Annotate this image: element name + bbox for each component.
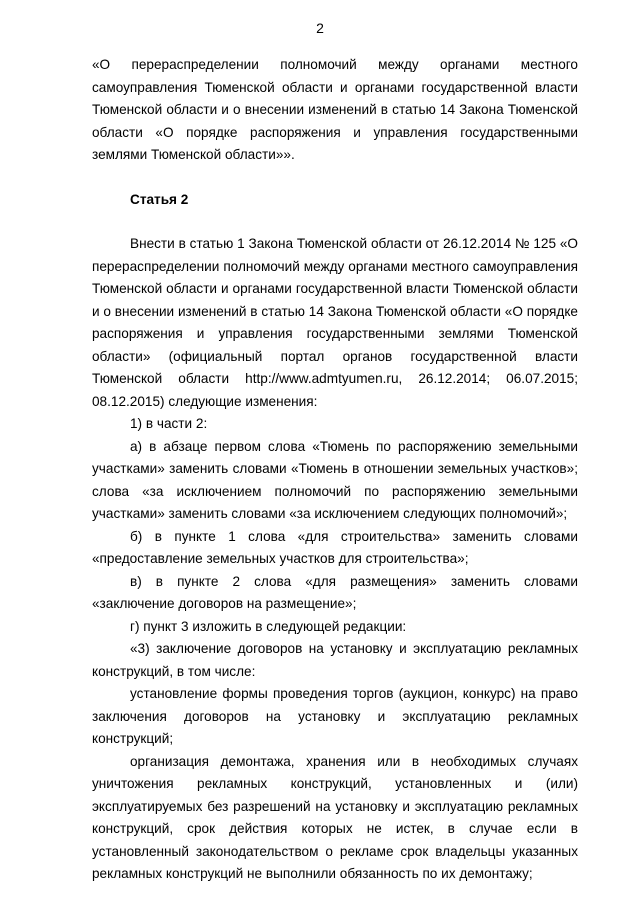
paragraph-item-3-new: «3) заключение договоров на установку и эксплуатацию рекламных конструкций, в том числе: xyxy=(92,641,578,679)
paragraph-item-1: 1) в части 2: xyxy=(130,416,208,431)
paragraph-law-title-continuation: «О перераспределении полномочий между органами местного самоуправления Тюменской области и органами государственной власти Тюменской области и о внесении изменений в статью 14 Закона Тюменской области «О порядке распоряжения и управления государственными землями Тюменской области»». xyxy=(92,57,578,162)
paragraph-spacer xyxy=(92,211,578,233)
page-number: 2 xyxy=(316,20,324,36)
paragraph-auction-form: установление формы проведения торгов (аукцион, конкурс) на право заключения договоров на установку и эксплуатацию рекламных конструкций; xyxy=(92,686,578,746)
paragraph-spacer xyxy=(92,167,578,189)
document-body xyxy=(92,54,578,886)
article-heading: Статья 2 xyxy=(130,191,189,207)
paragraph-dismantling: организация демонтажа, хранения или в необходимых случаях уничтожения рекламных конструкций, установленных и (или) эксплуатируемых без разрешений на установку и эксплуатацию рекламных конструкций, срок действия которых не истек, в случае если в установленный законодательством о рекламе срок владельцы указанных рекламных конструкций не выполнили обязанность по их демонтажу; xyxy=(92,753,578,881)
paragraph-item-a: а) в абзаце первом слова «Тюмень по распоряжению земельными участками» заменить словами «Тюмень в отношении земельных участков»; слова «за исключением полномочий по распоряжению земельными участками» заменить словами «за исключением следующих полномочий»; xyxy=(92,438,578,521)
paragraph-amendment-intro: Внести в статью 1 Закона Тюменской области от 26.12.2014 № 125 «О перераспределении полномочий между органами местного самоуправления Тюменской области и органами государственной власти Тюменской области и о внесении изменений в статью 14 Закона Тюменской области «О порядке распоряжения и управления государственными землями Тюменской области» (официальный портал органов государственной власти Тюменской области http://www.admtyumen.ru, 26.12.2014; 06.07.2015; 08.12.2015) следующие изменения: xyxy=(92,236,578,409)
paragraph-item-g: г) пункт 3 изложить в следующей редакции: xyxy=(130,618,407,634)
paragraph-item-v: в) в пункте 2 слова «для размещения» заменить словами «заключение договоров на размещение»; xyxy=(92,573,578,611)
paragraph-item-b: б) в пункте 1 слова «для строительства» заменить словами «предоставление земельных участков для строительства»; xyxy=(92,528,578,566)
